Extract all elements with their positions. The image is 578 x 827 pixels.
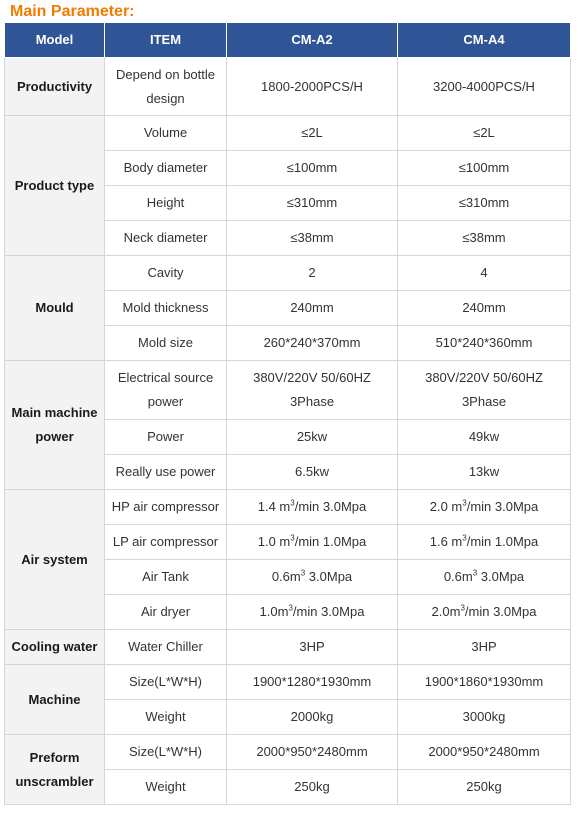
value-main: 1.0 m bbox=[257, 534, 291, 549]
item-cell: HP air compressor bbox=[105, 490, 227, 525]
value-cell-a4: 1900*1860*1930mm bbox=[398, 665, 571, 700]
value-cell-a2: 1800-2000PCS/H bbox=[227, 58, 398, 116]
value-cell-a4: 13kw bbox=[398, 455, 571, 490]
value-cell-a2: 2000*950*2480mm bbox=[227, 735, 398, 770]
value-suffix: /min 1.0Mpa bbox=[294, 534, 367, 549]
item-cell: Power bbox=[105, 420, 227, 455]
table-row bbox=[5, 58, 571, 116]
value-superscript: 3 bbox=[462, 498, 467, 508]
value-cell-a4 bbox=[398, 490, 571, 525]
item-cell: Weight bbox=[105, 700, 227, 735]
header-cm-a2: CM-A2 bbox=[227, 23, 398, 58]
item-cell: Air dryer bbox=[105, 595, 227, 630]
value-cell-a4 bbox=[398, 595, 571, 630]
spec-body bbox=[5, 58, 571, 805]
table-row bbox=[5, 116, 571, 151]
value-superscript: 3 bbox=[472, 568, 478, 578]
item-cell: Mold thickness bbox=[105, 291, 227, 326]
value-superscript: 3 bbox=[290, 498, 295, 508]
value-cell-a2 bbox=[227, 525, 398, 560]
value-cell-a4: 3HP bbox=[398, 630, 571, 665]
value-superscript: 3 bbox=[460, 603, 465, 613]
value-cell-a4: ≤2L bbox=[398, 116, 571, 151]
value-superscript: 3 bbox=[300, 568, 306, 578]
value-cell-a2: ≤38mm bbox=[227, 221, 398, 256]
value-cell-a2: 250kg bbox=[227, 770, 398, 805]
value-cell-a4 bbox=[398, 525, 571, 560]
spec-table bbox=[4, 22, 571, 805]
value-cell-a2: 2 bbox=[227, 256, 398, 291]
table-row bbox=[5, 490, 571, 525]
value-main: 1.4 m bbox=[257, 499, 291, 514]
item-cell: Size(L*W*H) bbox=[105, 665, 227, 700]
value-cell-a4: 380V/220V 50/60HZ 3Phase bbox=[398, 361, 571, 420]
value-suffix: 3.0Mpa bbox=[305, 569, 353, 584]
value-main: 2.0 m bbox=[429, 499, 463, 514]
category-cell: Productivity bbox=[5, 58, 105, 116]
item-cell: Neck diameter bbox=[105, 221, 227, 256]
table-row bbox=[5, 361, 571, 420]
header-model: Model bbox=[5, 23, 105, 58]
page-title: Main Parameter: bbox=[10, 3, 135, 20]
item-cell: Body diameter bbox=[105, 151, 227, 186]
value-cell-a2: 25kw bbox=[227, 420, 398, 455]
value-suffix: /min 3.0Mpa bbox=[294, 499, 367, 514]
category-cell: Cooling water bbox=[5, 630, 105, 665]
category-cell: Product type bbox=[5, 116, 105, 256]
value-cell-a4: 3200-4000PCS/H bbox=[398, 58, 571, 116]
value-cell-a4: ≤100mm bbox=[398, 151, 571, 186]
value-cell-a2 bbox=[227, 595, 398, 630]
table-row bbox=[5, 256, 571, 291]
value-cell-a4: ≤38mm bbox=[398, 221, 571, 256]
value-cell-a2: ≤2L bbox=[227, 116, 398, 151]
item-cell: Height bbox=[105, 186, 227, 221]
value-superscript: 3 bbox=[462, 533, 467, 543]
value-main: 0.6m bbox=[271, 569, 301, 584]
value-cell-a2 bbox=[227, 490, 398, 525]
value-suffix: /min 3.0Mpa bbox=[292, 604, 365, 619]
value-suffix: /min 3.0Mpa bbox=[466, 499, 539, 514]
value-cell-a4 bbox=[398, 560, 571, 595]
item-cell: Cavity bbox=[105, 256, 227, 291]
value-cell-a2: 380V/220V 50/60HZ 3Phase bbox=[227, 361, 398, 420]
value-main: 2.0m bbox=[431, 604, 461, 619]
header-row bbox=[5, 23, 571, 58]
item-cell: LP air compressor bbox=[105, 525, 227, 560]
category-cell: Air system bbox=[5, 490, 105, 630]
value-cell-a4: ≤310mm bbox=[398, 186, 571, 221]
item-cell: Air Tank bbox=[105, 560, 227, 595]
value-cell-a4: 250kg bbox=[398, 770, 571, 805]
item-cell: Mold size bbox=[105, 326, 227, 361]
value-cell-a2: 2000kg bbox=[227, 700, 398, 735]
value-suffix: 3.0Mpa bbox=[477, 569, 525, 584]
item-cell: Volume bbox=[105, 116, 227, 151]
value-cell-a2: ≤310mm bbox=[227, 186, 398, 221]
header-item: ITEM bbox=[105, 23, 227, 58]
value-suffix: /min 1.0Mpa bbox=[466, 534, 539, 549]
value-main: 0.6m bbox=[443, 569, 473, 584]
value-cell-a4: 49kw bbox=[398, 420, 571, 455]
item-cell: Weight bbox=[105, 770, 227, 805]
table-row bbox=[5, 735, 571, 770]
value-cell-a2 bbox=[227, 560, 398, 595]
value-cell-a2: 240mm bbox=[227, 291, 398, 326]
value-cell-a4: 2000*950*2480mm bbox=[398, 735, 571, 770]
value-suffix: /min 3.0Mpa bbox=[464, 604, 537, 619]
value-cell-a2: 260*240*370mm bbox=[227, 326, 398, 361]
value-cell-a2: 3HP bbox=[227, 630, 398, 665]
category-cell: Mould bbox=[5, 256, 105, 361]
value-cell-a4: 510*240*360mm bbox=[398, 326, 571, 361]
table-row bbox=[5, 665, 571, 700]
value-cell-a4: 240mm bbox=[398, 291, 571, 326]
value-cell-a4: 4 bbox=[398, 256, 571, 291]
table-row bbox=[5, 630, 571, 665]
value-main: 1.0m bbox=[259, 604, 289, 619]
value-cell-a4: 3000kg bbox=[398, 700, 571, 735]
item-cell: Electrical source power bbox=[105, 361, 227, 420]
value-cell-a2: 6.5kw bbox=[227, 455, 398, 490]
category-cell: Preform unscrambler bbox=[5, 735, 105, 805]
item-cell: Depend on bottle design bbox=[105, 58, 227, 116]
item-cell: Water Chiller bbox=[105, 630, 227, 665]
value-main: 1.6 m bbox=[429, 534, 463, 549]
value-superscript: 3 bbox=[290, 533, 295, 543]
item-cell: Size(L*W*H) bbox=[105, 735, 227, 770]
item-cell: Really use power bbox=[105, 455, 227, 490]
header-cm-a4: CM-A4 bbox=[398, 23, 571, 58]
value-cell-a2: ≤100mm bbox=[227, 151, 398, 186]
value-superscript: 3 bbox=[288, 603, 293, 613]
value-cell-a2: 1900*1280*1930mm bbox=[227, 665, 398, 700]
category-cell: Machine bbox=[5, 665, 105, 735]
category-cell: Main machine power bbox=[5, 361, 105, 490]
